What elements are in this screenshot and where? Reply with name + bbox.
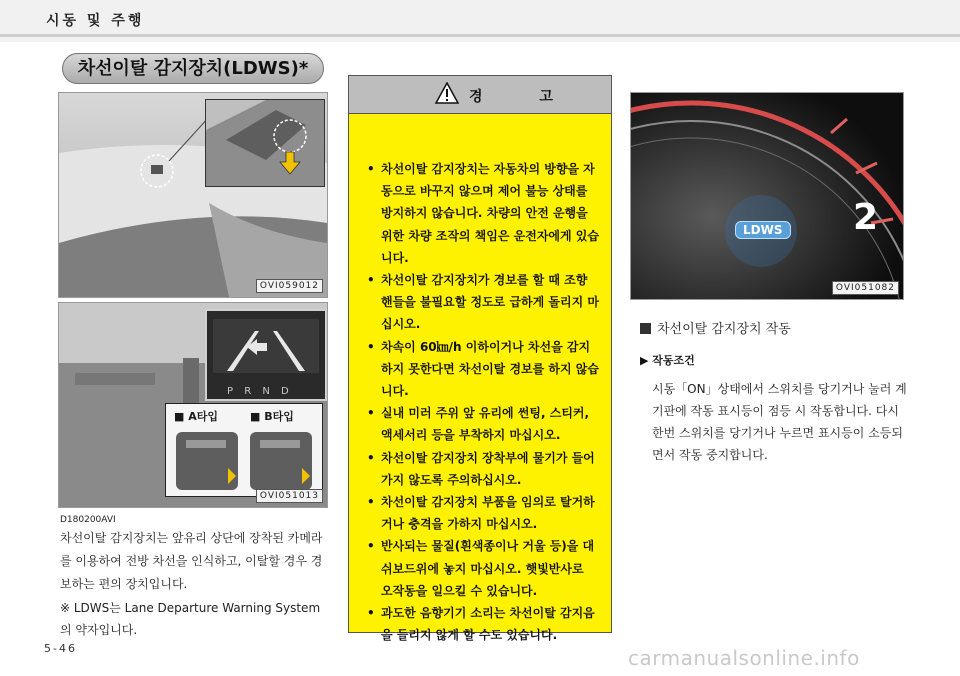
cluster-inset xyxy=(205,309,327,401)
bullet-icon: • xyxy=(367,406,375,421)
warning-item-text: 실내 미러 주위 앞 유리에 썬팅, 스티커, 액세서리 등을 부착하지 마십시오. xyxy=(381,406,590,443)
page-number: 5-46 xyxy=(44,642,77,655)
warning-triangle-icon xyxy=(435,82,459,104)
warning-header xyxy=(349,76,611,114)
switch-illustration xyxy=(166,424,322,496)
header-band xyxy=(0,34,960,37)
page-header xyxy=(0,0,960,42)
reference-code: D180200AVI xyxy=(60,515,116,525)
warning-item-text: 차선이탈 감지장치 장착부에 물기가 들어가지 않도록 주의하십시오. xyxy=(381,450,595,487)
gauge-illustration xyxy=(631,93,903,299)
bullet-icon: • xyxy=(367,339,375,354)
warning-item-text: 차선이탈 감지장치 부품을 임의로 탈거하거나 충격을 가하지 마십시오. xyxy=(381,495,595,532)
warning-item xyxy=(365,447,599,491)
bullet-icon: • xyxy=(367,162,375,176)
gauge-number: 2 xyxy=(853,197,879,238)
warning-item xyxy=(365,402,599,446)
bullet-icon: • xyxy=(367,273,375,288)
bullet-icon: • xyxy=(367,495,375,510)
warning-title: 경 고 xyxy=(469,89,579,105)
image-code: OVI059012 xyxy=(256,279,323,293)
warning-item xyxy=(365,535,599,602)
warning-item xyxy=(365,336,599,403)
image-code: OVI051013 xyxy=(256,489,323,503)
operation-subheading-text: 차선이탈 감지장치 작동 xyxy=(657,322,791,337)
ldws-switch-photo xyxy=(58,302,328,508)
warning-list xyxy=(349,114,611,646)
bullet-icon: • xyxy=(367,606,375,621)
warning-box xyxy=(348,75,612,643)
switch-types-inset xyxy=(165,403,323,497)
image-code: OVI051082 xyxy=(832,281,899,295)
warning-item-text: 과도한 음향기기 소리는 차선이탈 감지음을 들리지 않게 할 수도 있습니다. xyxy=(381,606,595,643)
warning-item xyxy=(365,158,599,269)
camera-inset-illustration xyxy=(206,100,324,186)
warning-item xyxy=(365,269,599,336)
square-bullet-icon xyxy=(640,323,651,334)
warning-item xyxy=(365,491,599,535)
ldws-description: 차선이탈 감지장치는 앞유리 상단에 장착된 카메라를 이용하여 전방 차선을 인식하고, 이탈할 경우 경보하는 편의 장치입니다. xyxy=(60,531,323,591)
section-title: 차선이탈 감지장치(LDWS)* xyxy=(62,53,324,84)
lane-display xyxy=(207,311,325,381)
gear-indicator: P R N D xyxy=(227,386,293,397)
cluster-gauge-photo xyxy=(630,92,904,300)
camera-inset xyxy=(205,99,325,187)
type-a-label: ■ A타입 xyxy=(174,410,218,423)
warning-item xyxy=(365,602,599,646)
operation-description: 시동「ON」상태에서 스위치를 당기거나 눌러 계기판에 작동 표시등이 점등 시 작동합니다. 다시 한번 스위치를 당기거나 누르면 표시등이 소등되면서 작동 중지합니다. xyxy=(652,382,907,462)
condition-label: ▶ 작동조건 xyxy=(640,354,695,367)
bullet-icon: • xyxy=(367,539,375,554)
type-b-label: ■ B타입 xyxy=(250,410,294,423)
windshield-camera-photo xyxy=(58,92,328,298)
chapter-title: 시동 및 주행 xyxy=(46,13,145,29)
bullet-icon: • xyxy=(367,450,375,465)
warning-item-text: 차선이탈 감지장치가 경보를 할 때 조향 핸들을 불필요할 정도로 급하게 돌리지 마십시오. xyxy=(381,273,599,332)
warning-item-text: 차선이탈 감지장치는 자동차의 방향을 자동으로 바꾸지 않으며 제어 불능 상태를 방지하지 않습니다. 차량의 안전 운행을 위한 차량 조작의 책임은 운전자에게 있습니다. xyxy=(381,162,599,265)
warning-item-text: 반사되는 물질(흰색종이나 거울 등)을 대쉬보드위에 놓지 마십시오. 햇빛반사로 오작동을 일으킬 수 있습니다. xyxy=(381,539,595,598)
warning-item-text: 차속이 60㎞/h 이하이거나 차선을 감지하지 못한다면 차선이탈 경보를 하지 않습니다. xyxy=(381,339,599,399)
watermark: carmanualsonline.info xyxy=(628,646,860,670)
operation-subheading xyxy=(640,318,791,337)
ldws-indicator-icon: LDWS xyxy=(735,221,791,239)
ldws-abbreviation-note: ※ LDWS는 Lane Departure Warning System의 약자입니다. xyxy=(60,601,321,637)
